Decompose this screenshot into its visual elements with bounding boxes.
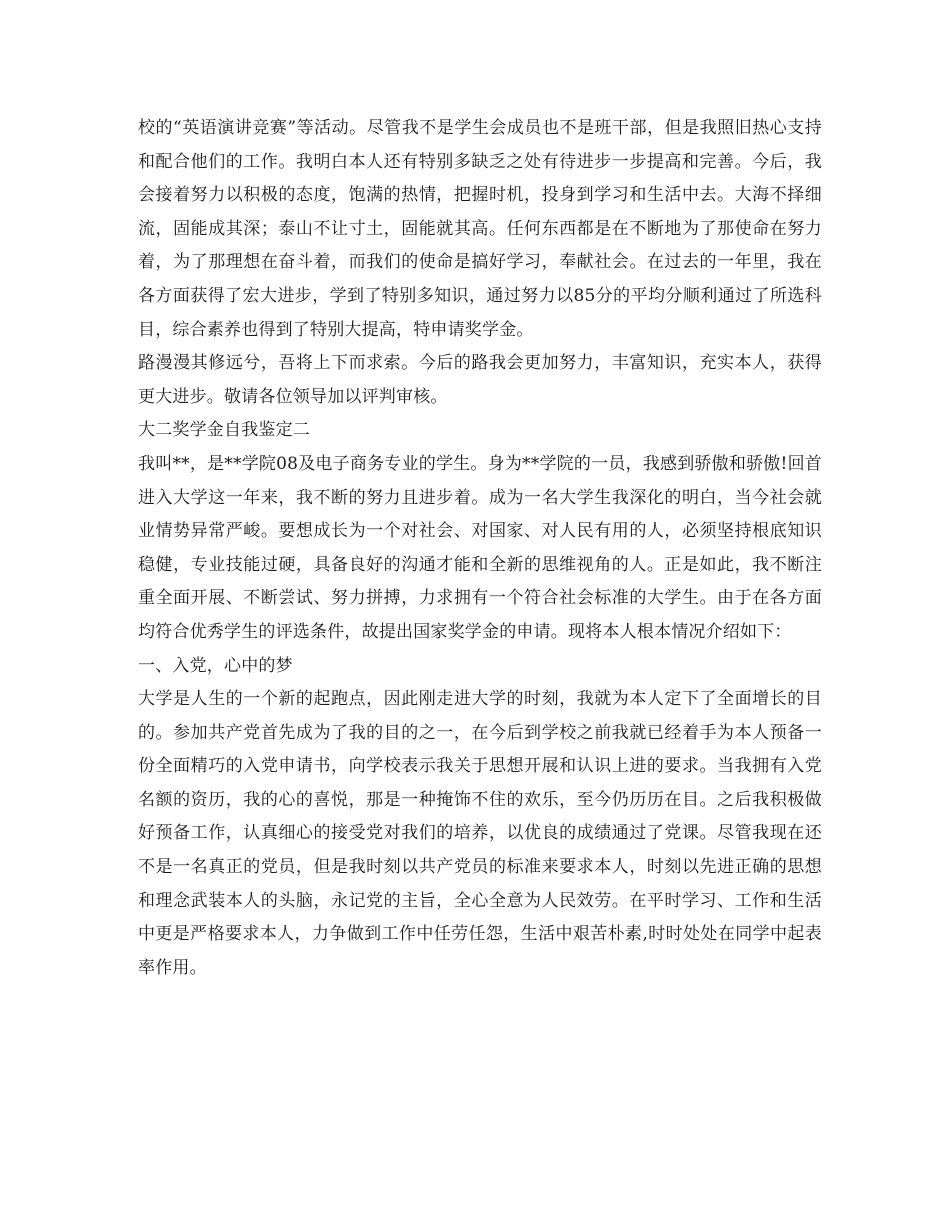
paragraph-scholarship-continuation: 校的“英语演讲竞赛”等活动。尽管我不是学生会成员也不是班干部，但是我照旧热心支持和配合他们的工作。我明白本人还有特别多缺乏之处有待进步一步提高和完善。今后，我会接着努力以积极的态度，饱满的热情，把握时机，投身到学习和生活中去。大海不择细流，固能成其深；泰山不让寸土，固能就其高。任何东西都是在不断地为了那使命在努力着，为了那理想在奋斗着，而我们的使命是搞好学习，奉献社会。在过去的一年里，我在各方面获得了宏大进步，学到了特别多知识，通过努力以85分的平均分顺利通过了所选科目，综合素养也得到了特别大提高，特申请奖学金。 xyxy=(138,118,822,340)
paragraph-introduction: 我叫**，是**学院08及电子商务专业的学生。身为**学院的一员，我感到骄傲和骄傲!回首进入大学这一年来，我不断的努力且进步着。成为一名大学生我深化的明白，当今社会就业情势异常严峻。要想成长为一个对社会、对国家、对人民有用的人，必须坚持根底知识稳健，专业技能过硬，具备良好的沟通才能和全新的思维视角的人。正是如此，我不断注重全面开展、不断尝试、努力拼搏，力求拥有一个符合社会标准的大学生。由于在各方面均符合优秀学生的评选条件，故提出国家奖学金的申请。现将本人根本情况介绍如下： xyxy=(138,453,822,642)
document-body xyxy=(138,112,822,985)
section-heading-party: 一、入党，心中的梦 xyxy=(138,655,293,676)
paragraph-closing-request: 路漫漫其修远兮，吾将上下而求索。今后的路我会更加努力，丰富知识，充实本人，获得更大进步。敬请各位领导加以评判审核。 xyxy=(138,353,822,407)
section-title-self-assessment-two: 大二奖学金自我鉴定二 xyxy=(138,420,310,441)
paragraph-party-membership: 大学是人生的一个新的起跑点，因此刚走进大学的时刻，我就为本人定下了全面增长的目的。参加共产党首先成为了我的目的之一，在今后到学校之前我就已经着手为本人预备一份全面精巧的入党申请书，向学校表示我关于思想开展和认识上进的要求。当我拥有入党名额的资历，我的心的喜悦，那是一种掩饰不住的欢乐，至今仍历历在目。之后我积极做好预备工作，认真细心的接受党对我们的培养，以优良的成绩通过了党课。尽管我现在还不是一名真正的党员，但是我时刻以共产党员的标准来要求本人，时刻以先进正确的思想和理念武装本人的头脑，永记党的主旨，全心全意为人民效劳。在平时学习、工作和生活中更是严格要求本人，力争做到工作中任劳任怨，生活中艰苦朴素,时时处处在同学中起表率作用。 xyxy=(138,689,822,978)
